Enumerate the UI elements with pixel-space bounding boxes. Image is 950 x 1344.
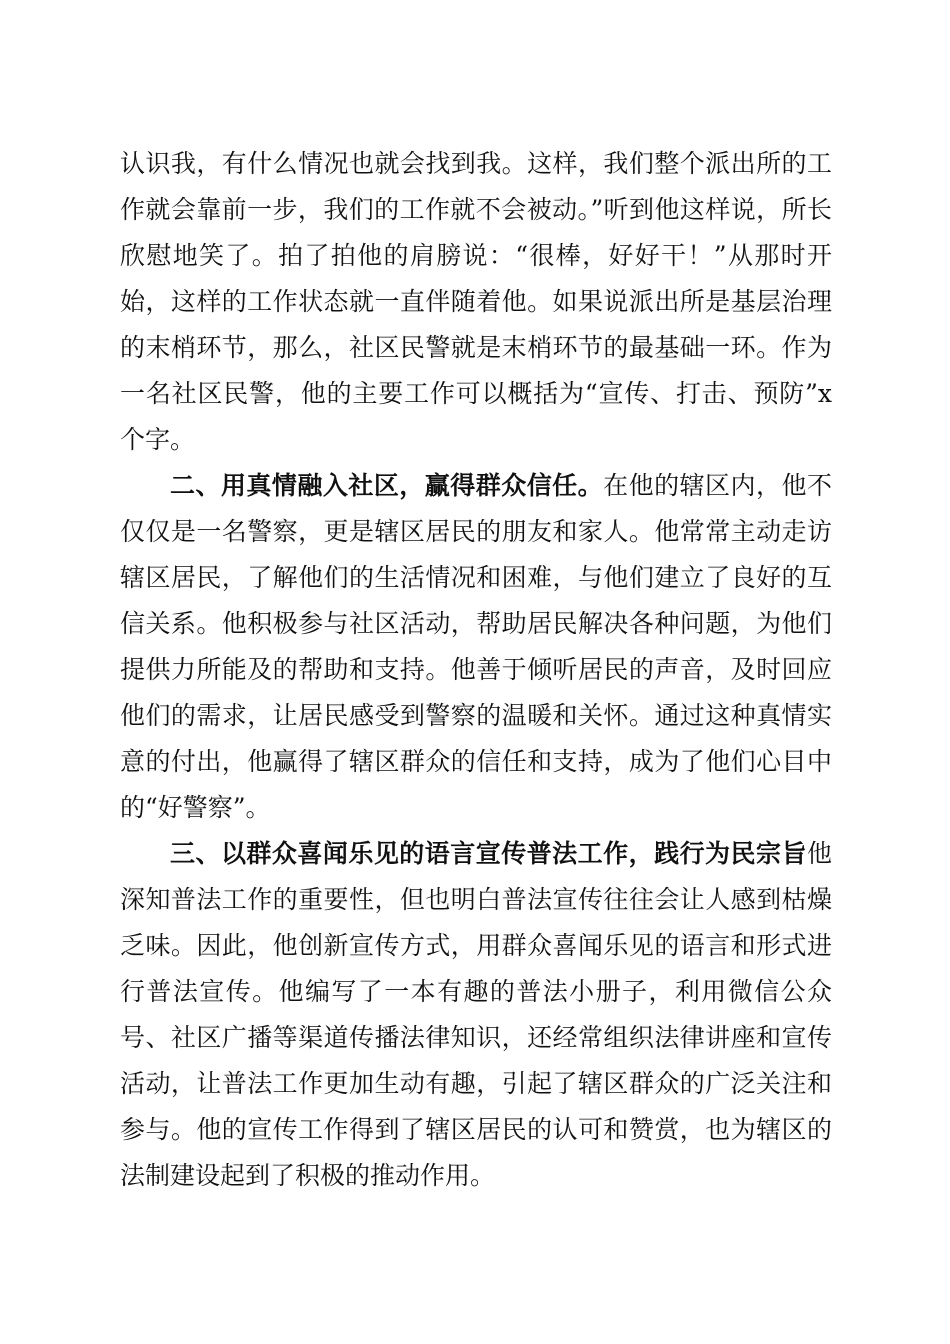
paragraph-text: 认识我，有什么情况也就会找到我。这样，我们整个派出所的工作就会靠前一步，我们的工作就不会被动。”听到他这样说，所长欣慰地笑了。拍了拍他的肩膀说：“很棒，好好干！”从那时开始，这样的工作状态就一直伴随着他。如果说派出所是基层治理的末梢环节，那么，社区民警就是末梢环节的最基础一环。作为一名社区民警，他的主要工作可以概括为“宣传、打击、预防”x个字。 — [120, 149, 832, 454]
document-body — [120, 141, 832, 1199]
section-heading-two: 二、用真情融入社区，赢得群众信任。 — [170, 471, 604, 500]
section-heading-three: 三、以群众喜闻乐见的语言宣传普法工作，践行为民宗旨 — [170, 839, 807, 868]
paragraph-text: 在他的辖区内，他不仅仅是一名警察，更是辖区居民的朋友和家人。他常常主动走访辖区居民，了解他们的生活情况和困难，与他们建立了良好的互信关系。他积极参与社区活动，帮助居民解决各种问题，为他们提供力所能及的帮助和支持。他善于倾听居民的声音，及时回应他们的需求，让居民感受到警察的温暖和关怀。通过这种真情实意的付出，他赢得了辖区群众的信任和支持，成为了他们心目中的“好警察”。 — [120, 471, 832, 822]
paragraph-section-three — [120, 831, 832, 1199]
paragraph-intro-continuation — [120, 141, 832, 463]
paragraph-section-two — [120, 463, 832, 831]
paragraph-text: 他深知普法工作的重要性，但也明白普法宣传往往会让人感到枯燥乏味。因此，他创新宣传方式，用群众喜闻乐见的语言和形式进行普法宣传。他编写了一本有趣的普法小册子，利用微信公众号、社区广播等渠道传播法律知识，还经常组织法律讲座和宣传活动，让普法工作更加生动有趣，引起了辖区群众的广泛关注和参与。他的宣传工作得到了辖区居民的认可和赞赏，也为辖区的法制建设起到了积极的推动作用。 — [120, 839, 832, 1190]
